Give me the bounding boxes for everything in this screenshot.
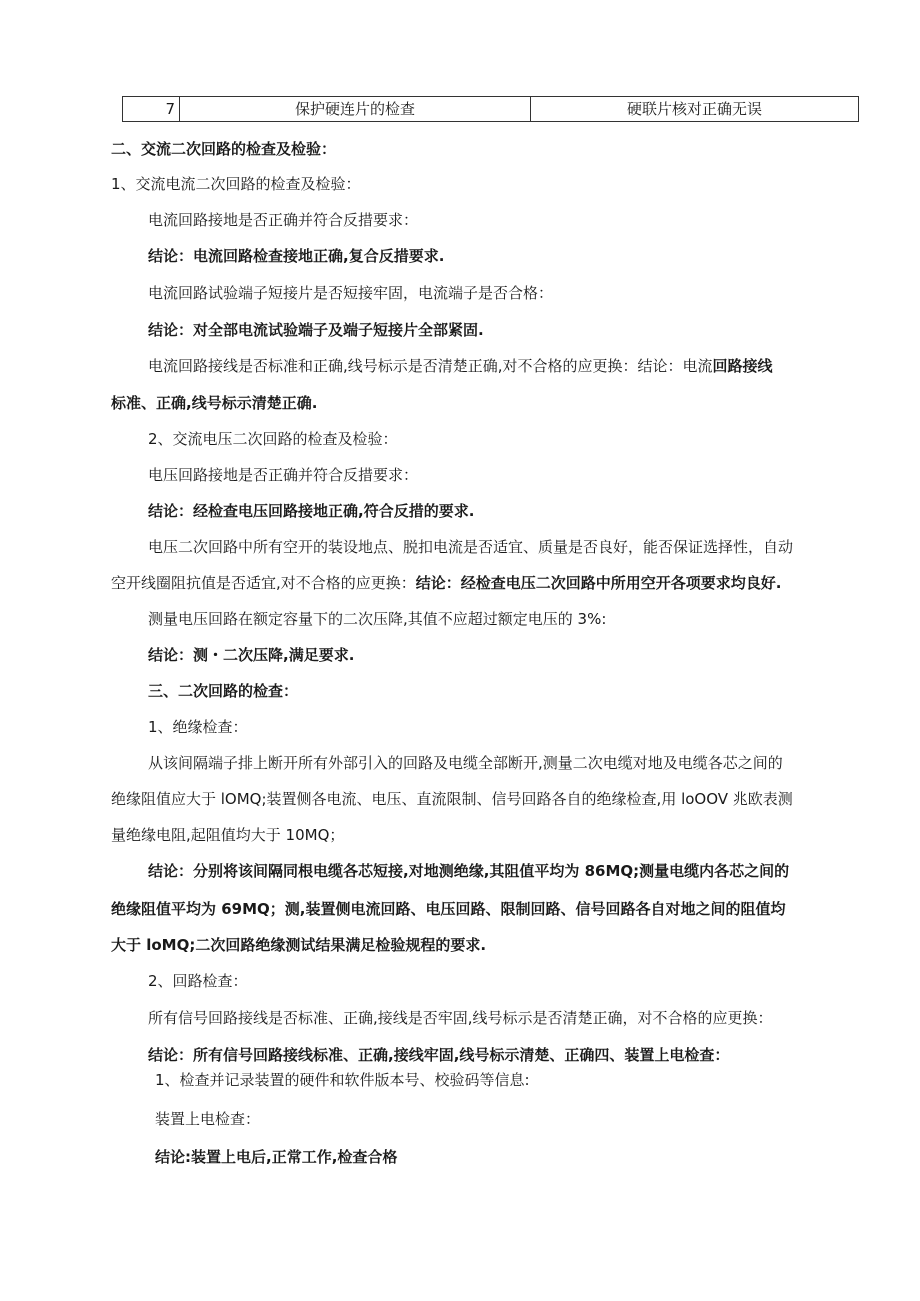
paragraph: 1、检查并记录装置的硬件和软件版本号、校验码等信息: xyxy=(155,1071,530,1089)
conclusion: 结论：测・二次压降,满足要求. xyxy=(148,646,355,664)
subsection-heading: 2、交流电压二次回路的检查及检验： xyxy=(148,430,398,448)
paragraph: 电流回路接地是否正确并符合反措要求： xyxy=(148,211,419,229)
conclusion: 结论：电流回路检查接地正确,复合反措要求. xyxy=(148,247,445,265)
conclusion: 标准、正确,线号标示清楚正确. xyxy=(111,394,318,412)
conclusion-text: 结论：经检查电压二次回路中所用空开各项要求均良好. xyxy=(415,574,782,592)
subsection-heading: 1、交流电流二次回路的检查及检验： xyxy=(111,175,361,193)
paragraph: 所有信号回路接线是否标准、正确,接线是否牢固,线号标示是否清楚正确，对不合格的应更换： xyxy=(148,1009,773,1027)
conclusion: 绝缘阻值平均为 69MQ；测,装置侧电流回路、电压回路、限制回路、信号回路各自对地之间的阻值均 xyxy=(111,900,786,918)
section-heading-2: 二、交流二次回路的检查及检验： xyxy=(111,140,337,158)
paragraph: 电流回路试验端子短接片是否短接牢固，电流端子是否合格： xyxy=(148,284,554,302)
subsection-heading: 2、回路检查： xyxy=(148,972,248,990)
paragraph xyxy=(111,573,781,593)
paragraph: 量绝缘电阻,起阻值均大于 10MQ； xyxy=(111,826,345,844)
subsection-heading: 1、绝缘检查： xyxy=(148,718,248,736)
paragraph-text: 电流回路接线是否标准和正确,线号标示是否清楚正确,对不合格的应更换：结论：电流 xyxy=(148,357,713,375)
check-table xyxy=(122,96,859,122)
paragraph: 电压二次回路中所有空开的装设地点、脱扣电流是否适宜、质量是否良好，能否保证选择性，自动 xyxy=(148,538,794,556)
paragraph: 电压回路接地是否正确并符合反措要求： xyxy=(148,466,419,484)
paragraph: 从该间隔端子排上断开所有外部引入的回路及电缆全部断开,测量二次电缆对地及电缆各芯之间的 xyxy=(148,754,783,772)
conclusion: 大于 loMQ;二次回路绝缘测试结果满足检验规程的要求. xyxy=(111,936,487,954)
section-heading-3: 三、二次回路的检查： xyxy=(148,682,299,700)
row-number: 7 xyxy=(123,97,180,122)
conclusion: 结论：所有信号回路接线标准、正确,接线牢固,线号标示清楚、正确四、装置上电检查： xyxy=(148,1046,730,1064)
paragraph: 测量电压回路在额定容量下的二次压降,其值不应超过额定电压的 3%: xyxy=(148,610,607,628)
row-item: 保护硬连片的检查 xyxy=(180,97,531,122)
conclusion-text: 回路接线 xyxy=(712,357,773,375)
row-result: 硬联片核对正确无误 xyxy=(531,97,859,122)
paragraph: 装置上电检查： xyxy=(155,1110,261,1128)
conclusion: 结论：经检查电压回路接地正确,符合反措的要求. xyxy=(148,502,475,520)
conclusion: 结论：分别将该间隔同根电缆各芯短接,对地测绝缘,其阻值平均为 86MQ;测量电缆内各芯之间的 xyxy=(148,862,790,880)
table-row xyxy=(123,97,859,122)
paragraph-text: 空开线圈阻抗值是否适宜,对不合格的应更换： xyxy=(111,574,416,592)
paragraph xyxy=(148,356,773,376)
paragraph: 绝缘阻值应大于 lOMQ;装置侧各电流、电压、直流限制、信号回路各自的绝缘检查,用 loOOV 兆欧表测 xyxy=(111,790,793,808)
conclusion: 结论：对全部电流试验端子及端子短接片全部紧固. xyxy=(148,321,484,339)
conclusion: 结论:装置上电后,正常工作,检查合格 xyxy=(155,1148,398,1166)
